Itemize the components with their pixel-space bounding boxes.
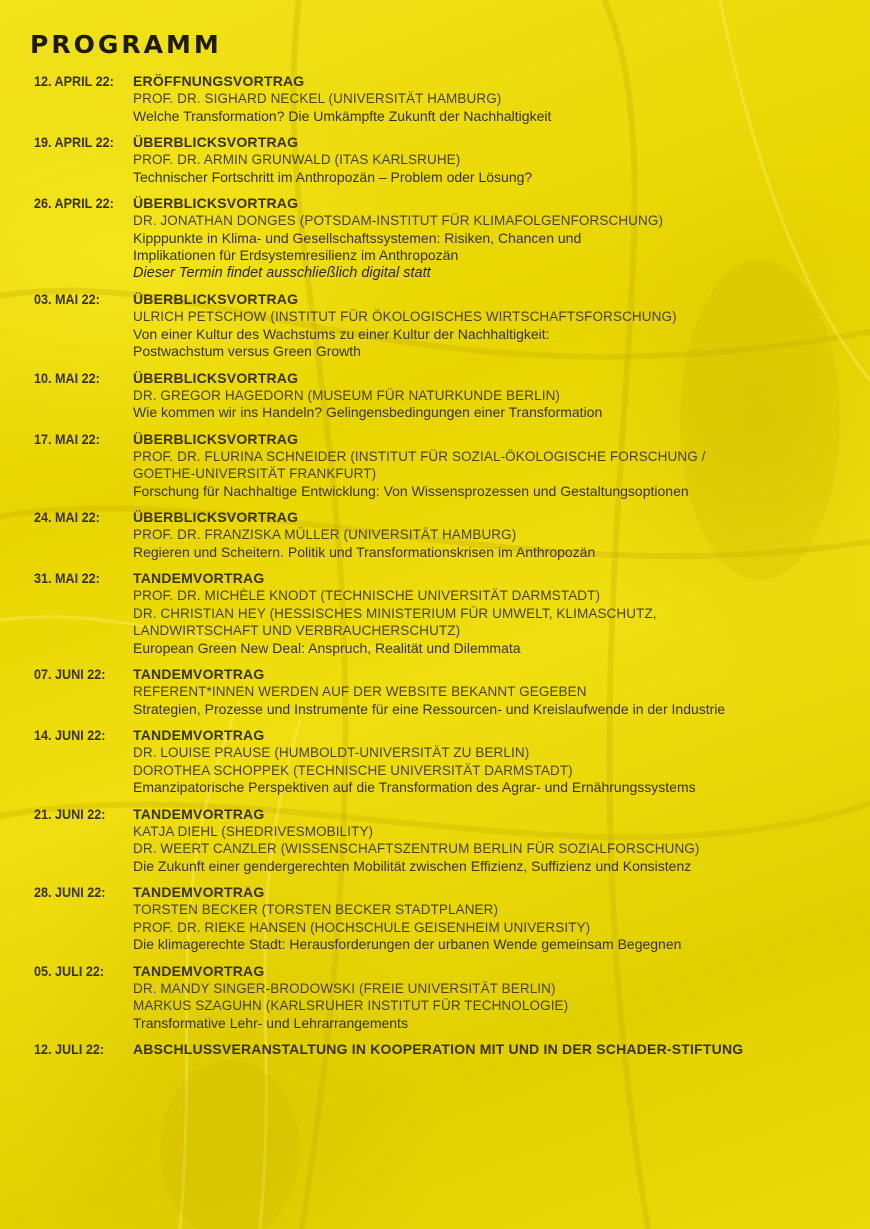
event-type: ABSCHLUSSVERANSTALTUNG IN KOOPERATION MIT UND IN DER SCHADER-STIFTUNG xyxy=(133,1041,744,1057)
event-topic: Strategien, Prozesse und Instrumente für eine Ressourcen- und Kreislaufwende in der Industrie xyxy=(133,700,726,717)
event-speaker: PROF. DR. RIEKE HANSEN (HOCHSCHULE GEISENHEIM UNIVERSITY) xyxy=(133,919,591,935)
event-speaker: DR. MANDY SINGER-BRODOWSKI (FREIE UNIVERSITÄT BERLIN) xyxy=(133,980,556,996)
event-date: 26. APRIL 22: xyxy=(34,195,114,211)
event-details xyxy=(133,508,854,561)
event-type: ÜBERBLICKSVORTRAG xyxy=(133,134,299,150)
event-type: ERÖFFNUNGSVORTRAG xyxy=(133,73,305,89)
event-note: Dieser Termin findet ausschließlich digital statt xyxy=(133,264,431,281)
event-type: TANDEMVORTRAG xyxy=(133,884,265,900)
event-type: ÜBERBLICKSVORTRAG xyxy=(133,430,299,447)
event-date: 14. JUNI 22: xyxy=(34,727,106,743)
event-topic: Die Zukunft einer gendergerechten Mobilität zwischen Effizienz, Suffizienz und Konsistenz xyxy=(133,857,692,874)
event-speaker: PROF. DR. SIGHARD NECKEL (UNIVERSITÄT HAMBURG) xyxy=(133,91,502,106)
event-type: TANDEMVORTRAG xyxy=(133,805,265,822)
event-date: 28. JUNI 22: xyxy=(34,884,106,900)
event-item xyxy=(34,430,854,501)
event-topic: Die klimagerechte Stadt: Herausforderungen der urbanen Wende gemeinsam Begegnen xyxy=(133,936,682,952)
event-details xyxy=(133,430,854,501)
event-item xyxy=(34,72,854,125)
event-type: ÜBERBLICKSVORTRAG xyxy=(133,291,299,307)
event-topic: Implikationen für Erdsystemresilienz im Anthropozän xyxy=(133,247,459,263)
event-details xyxy=(133,726,854,797)
event-date: 24. MAI 22: xyxy=(34,509,100,525)
event-topic: Von einer Kultur des Wachstums zu einer Kultur der Nachhaltigkeit: xyxy=(133,325,550,342)
event-speaker: DR. LOUISE PRAUSE (HUMBOLDT-UNIVERSITÄT ZU BERLIN) xyxy=(133,745,530,760)
event-date: 17. MAI 22: xyxy=(34,430,100,447)
event-date: 07. JUNI 22: xyxy=(34,666,106,682)
event-topic: Kipppunkte in Klima- und Gesellschaftssystemen: Risiken, Chancen und xyxy=(133,229,582,246)
event-speaker: TORSTEN BECKER (TORSTEN BECKER STADTPLANER) xyxy=(133,902,499,917)
event-details xyxy=(133,133,854,186)
event-date: 21. JUNI 22: xyxy=(34,805,106,822)
event-topic: Postwachstum versus Green Growth xyxy=(133,343,361,359)
event-date: 12. APRIL 22: xyxy=(34,73,114,89)
event-item xyxy=(34,569,854,657)
event-details xyxy=(133,883,854,954)
event-type: TANDEMVORTRAG xyxy=(133,727,265,743)
event-topic: Wie kommen wir ins Handeln? Gelingensbedingungen einer Transformation xyxy=(133,404,603,420)
event-speaker: PROF. DR. FLURINA SCHNEIDER (INSTITUT FÜR SOZIAL-ÖKOLOGISCHE FORSCHUNG / xyxy=(133,448,706,464)
event-details xyxy=(133,369,854,422)
event-speaker: DR. CHRISTIAN HEY (HESSISCHES MINISTERIUM FÜR UMWELT, KLIMASCHUTZ, xyxy=(133,605,657,621)
event-speaker: PROF. DR. MICHÈLE KNODT (TECHNISCHE UNIVERSITÄT DARMSTADT) xyxy=(133,588,601,603)
event-topic: Emanzipatorische Perspektiven auf die Transformation des Agrar- und Ernährungssystems xyxy=(133,779,696,795)
event-speaker: DR. WEERT CANZLER (WISSENSCHAFTSZENTRUM BERLIN FÜR SOZIALFORSCHUNG) xyxy=(133,841,700,856)
event-date: 12. JULI 22: xyxy=(34,1041,105,1057)
event-speaker: DR. JONATHAN DONGES (POTSDAM-INSTITUT FÜR KLIMAFOLGENFORSCHUNG) xyxy=(133,213,664,228)
event-topic: Welche Transformation? Die Umkämpfte Zukunft der Nachhaltigkeit xyxy=(133,107,552,124)
event-type: ÜBERBLICKSVORTRAG xyxy=(133,509,299,525)
event-speaker: REFERENT*INNEN WERDEN AUF DER WEBSITE BEKANNT GEGEBEN xyxy=(133,684,587,699)
event-item xyxy=(34,369,854,422)
event-speaker: PROF. DR. ARMIN GRUNWALD (ITAS KARLSRUHE) xyxy=(133,152,461,167)
event-speaker: ULRICH PETSCHOW (INSTITUT FÜR ÖKOLOGISCHES WIRTSCHAFTSFORSCHUNG) xyxy=(133,309,677,324)
event-speaker: MARKUS SZAGUHN (KARLSRUHER INSTITUT FÜR TECHNOLOGIE) xyxy=(133,998,569,1013)
event-list xyxy=(34,72,854,1066)
event-item xyxy=(34,726,854,797)
event-speaker: KATJA DIEHL (SHEDRIVESMOBILITY) xyxy=(133,823,374,839)
event-topic: Transformative Lehr- und Lehrarrangements xyxy=(133,1014,408,1031)
event-details xyxy=(133,962,854,1033)
event-type: TANDEMVORTRAG xyxy=(133,666,265,682)
event-type: ÜBERBLICKSVORTRAG xyxy=(133,369,299,386)
event-item xyxy=(34,883,854,954)
event-topic: European Green New Deal: Anspruch, Realität und Dilemmata xyxy=(133,639,521,656)
event-speaker: DR. GREGOR HAGEDORN (MUSEUM FÜR NATURKUNDE BERLIN) xyxy=(133,387,561,403)
event-type: ÜBERBLICKSVORTRAG xyxy=(133,195,299,211)
event-item xyxy=(34,1040,854,1058)
event-date: 05. JULI 22: xyxy=(34,962,105,979)
event-topic: Regieren und Scheitern. Politik und Transformationskrisen im Anthropozän xyxy=(133,543,596,560)
event-type: TANDEMVORTRAG xyxy=(133,570,265,586)
event-details xyxy=(133,194,854,282)
event-speaker: GOETHE-UNIVERSITÄT FRANKFURT) xyxy=(133,466,377,481)
event-date: 10. MAI 22: xyxy=(34,369,100,386)
event-item xyxy=(34,508,854,561)
event-date: 19. APRIL 22: xyxy=(34,134,114,150)
event-details xyxy=(133,290,854,361)
event-details xyxy=(133,72,854,125)
event-date: 31. MAI 22: xyxy=(34,570,100,586)
event-topic: Technischer Fortschritt im Anthropozän – Problem oder Lösung? xyxy=(133,168,533,185)
event-speaker: DOROTHEA SCHOPPEK (TECHNISCHE UNIVERSITÄT DARMSTADT) xyxy=(133,762,573,778)
event-item xyxy=(34,133,854,186)
event-details xyxy=(133,569,854,657)
event-date: 03. MAI 22: xyxy=(34,291,100,307)
event-speaker: LANDWIRTSCHAFT UND VERBRAUCHERSCHUTZ) xyxy=(133,623,461,638)
event-topic: Forschung für Nachhaltige Entwicklung: Von Wissensprozessen und Gestaltungsoptionen xyxy=(133,482,689,499)
event-type: TANDEMVORTRAG xyxy=(133,962,265,979)
event-details xyxy=(133,665,854,718)
event-item xyxy=(34,194,854,282)
page-title: PROGRAMM xyxy=(30,30,222,59)
event-details xyxy=(133,805,854,876)
event-item xyxy=(34,962,854,1033)
event-item xyxy=(34,665,854,718)
event-item xyxy=(34,805,854,876)
event-details xyxy=(133,1040,854,1058)
event-item xyxy=(34,290,854,361)
event-speaker: PROF. DR. FRANZISKA MÜLLER (UNIVERSITÄT HAMBURG) xyxy=(133,527,517,542)
